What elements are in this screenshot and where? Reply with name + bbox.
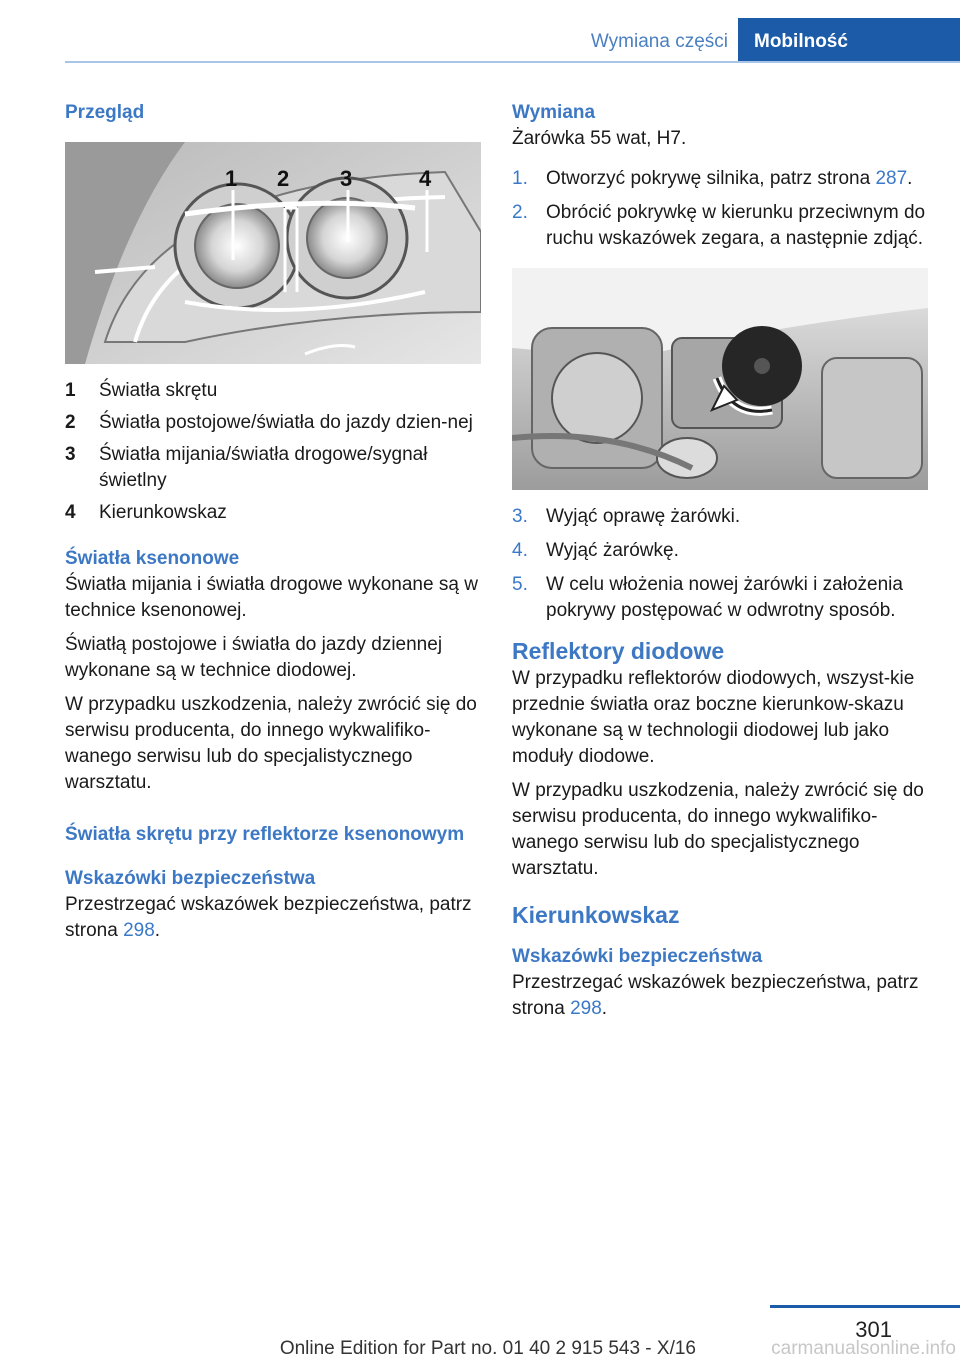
bulb-spec: Żarówka 55 wat, H7. — [512, 128, 687, 149]
legend-number: 3 — [65, 444, 76, 465]
headlight-figure — [65, 142, 481, 364]
step-text — [546, 166, 912, 192]
step3-text: Wyjąć oprawę żarówki. — [546, 506, 741, 527]
xenon-paragraph-2: Światłą postojowe i światła do jazdy dziennej wykonane są w technice diodowej. — [65, 634, 443, 681]
safety-end-right: . — [601, 998, 608, 1019]
step4-text: Wyjąć żarówkę. — [546, 540, 679, 561]
replacement-heading: Wymiana — [512, 102, 596, 123]
figure-label-2: 2 — [277, 166, 290, 191]
engine-bay-figure — [512, 268, 928, 490]
legend-text: Kierunkowskaz — [99, 502, 227, 523]
overview-heading: Przegląd — [65, 102, 145, 123]
legend-text: Światła postojowe/światła do jazdy dzien-nej — [99, 412, 473, 433]
legend-item — [65, 410, 483, 436]
left-column — [65, 100, 483, 952]
step-item — [512, 572, 930, 624]
safety-text-left: Przestrzegać wskazówek bezpieczeństwa, patrz strona — [65, 894, 472, 941]
safety-end-left: . — [154, 920, 161, 941]
safety-paragraph-left — [65, 892, 483, 944]
steps-list-a — [512, 166, 930, 252]
figure-legend — [65, 378, 483, 526]
edition-note: Online Edition for Part no. 01 40 2 915 543 - X/16 — [279, 1338, 696, 1359]
safety-text-right: Przestrzegać wskazówek bezpieczeństwa, patrz strona — [512, 972, 919, 1019]
legend-item — [65, 442, 483, 494]
page-link-287[interactable]: 287 — [875, 168, 908, 189]
xenon-heading: Światła ksenonowe — [65, 548, 240, 569]
legend-text: Światła skrętu — [99, 380, 218, 401]
legend-item — [65, 500, 483, 526]
turn-signal-heading: Kierunkowskaz — [512, 902, 680, 928]
figure-label-1: 1 — [225, 166, 238, 191]
page-number: 301 — [855, 1317, 892, 1342]
legend-text: Światła mijania/światła drogowe/sygnał świetlny — [99, 444, 428, 491]
footer-rule — [770, 1305, 960, 1308]
xenon-paragraph-3: W przypadku uszkodzenia, należy zwrócić się do serwisu producenta, do innego wykwalifiko-wanego serwisu lub do specjalistycznego warsztatu. — [65, 694, 477, 793]
header-section-title[interactable]: Wymiana części — [590, 31, 728, 52]
header-rule — [65, 61, 960, 63]
steps-list-b — [512, 504, 930, 624]
right-column — [512, 100, 930, 1030]
step-number: 3. — [512, 506, 528, 527]
headlight-illustration — [65, 142, 481, 364]
step2-text: Obrócić pokrywkę w kierunku przeciwnym do ruchu wskazówek zegara, a następnie zdjąć. — [546, 202, 926, 249]
step-item — [512, 504, 930, 530]
xenon-paragraph-1: Światła mijania i światła drogowe wykonane są w technice ksenonowej. — [65, 574, 478, 621]
step-item — [512, 166, 930, 192]
legend-number: 2 — [65, 412, 76, 433]
led-paragraph-2: W przypadku uszkodzenia, należy zwrócić się do serwisu producenta, do innego wykwalifiko-wanego serwisu lub do specjalistycznego warsztatu. — [512, 780, 924, 879]
legend-item — [65, 378, 483, 404]
watermark: carmanualsonline.info — [771, 1338, 956, 1359]
step-number: 4. — [512, 540, 528, 561]
figure-label-4: 4 — [419, 166, 432, 191]
header-chapter-tab[interactable]: Mobilność — [738, 18, 960, 61]
led-paragraph-1: W przypadku reflektorów diodowych, wszyst-kie przednie światła oraz boczne kierunkow-skazu wykonane są w technologii diodowej lub jako moduły diodowe. — [512, 668, 915, 767]
legend-number: 4 — [65, 502, 76, 523]
step1-end: . — [907, 168, 913, 189]
page-link-298-right[interactable]: 298 — [570, 998, 602, 1019]
step-number: 1. — [512, 168, 528, 189]
step1-text: Otworzyć pokrywę silnika, patrz strona — [546, 168, 876, 189]
step-number: 2. — [512, 202, 528, 223]
safety-paragraph-right — [512, 970, 930, 1022]
led-heading: Reflektory diodowe — [512, 638, 725, 664]
legend-number: 1 — [65, 380, 76, 401]
engine-bay-illustration — [512, 268, 928, 490]
step-number: 5. — [512, 574, 528, 595]
step5-text: W celu włożenia nowej żarówki i założenia pokrywy postępować w odwrotny sposób. — [546, 574, 903, 621]
safety-heading-left: Wskazówki bezpieczeństwa — [65, 868, 316, 889]
page-link-298-left[interactable]: 298 — [123, 920, 155, 941]
step-item — [512, 538, 930, 564]
step-item — [512, 200, 930, 252]
safety-heading-right: Wskazówki bezpieczeństwa — [512, 946, 763, 967]
figure-label-3: 3 — [340, 166, 353, 191]
turn-light-heading: Światła skrętu przy reflektorze ksenonowym — [65, 824, 465, 845]
